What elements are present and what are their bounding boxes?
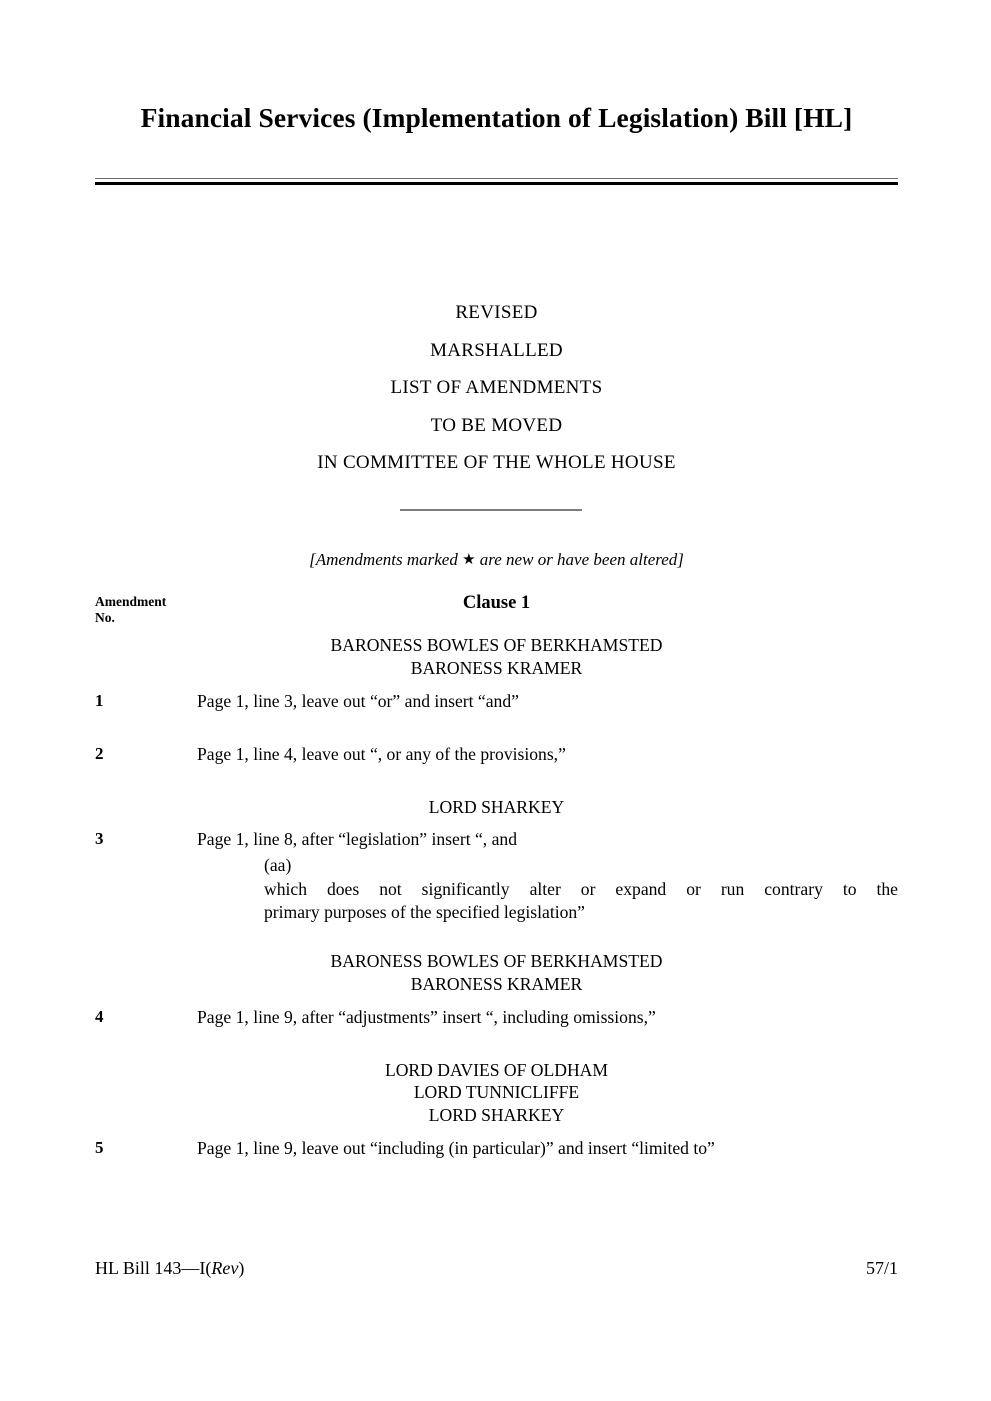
heading-line-revised: REVISED (455, 302, 538, 323)
amendment-item (95, 828, 898, 924)
heading-line-marshalled: MARSHALLED (430, 339, 563, 361)
amendment-text: Page 1, line 4, leave out “, or any of the provisions,” (197, 743, 566, 764)
page-reference: 57/1 (865, 1258, 898, 1278)
sponsor-name: BARONESS BOWLES OF BERKHAMSTED (330, 951, 663, 971)
subparagraph-line: which does not significantly alter or expand or run contrary to the (264, 878, 898, 899)
sponsor-name: LORD SHARKEY (428, 796, 565, 817)
page-title: Financial Services (Implementation of Legislation) Bill [HL] (140, 102, 853, 133)
title-block (95, 100, 898, 136)
page-footer (95, 1258, 898, 1279)
bill-reference-rev: Rev (211, 1258, 239, 1278)
sponsor-name: BARONESS KRAMER (410, 973, 583, 994)
heading-line-to-be-moved: TO BE MOVED (430, 414, 563, 436)
subparagraph-line: primary purposes of the specified legislation” (264, 901, 585, 922)
amendment-no-label-line1: Amendment (95, 594, 167, 609)
sponsor-block (95, 1059, 898, 1128)
amendments-marked-note (95, 550, 898, 570)
title-divider (95, 178, 898, 185)
subparagraph-marker: (aa) (264, 855, 292, 876)
amendment-number: 4 (95, 1006, 104, 1026)
bill-reference (95, 1258, 244, 1279)
sponsor-name: BARONESS KRAMER (410, 658, 583, 679)
note-block (95, 550, 898, 570)
heading-divider (400, 509, 582, 511)
amendment-number: 2 (95, 743, 104, 763)
sponsor-block (95, 796, 898, 819)
amendment-subparagraph (264, 854, 898, 924)
amendment-item (95, 1006, 898, 1029)
amendment-number: 5 (95, 1138, 104, 1158)
amendment-number: 1 (95, 690, 104, 710)
amendment-text: Page 1, line 8, after “legislation” insert “, and (197, 829, 517, 850)
bill-reference-prefix: HL Bill 143—I( (95, 1258, 212, 1278)
sponsor-name: LORD DAVIES OF OLDHAM (384, 1059, 609, 1080)
amendment-item (95, 1137, 898, 1160)
amendment-no-label-line2: No. (95, 610, 115, 626)
sponsor-name: LORD SHARKEY (428, 1105, 565, 1126)
note-prefix: [Amendments marked (309, 550, 463, 569)
sponsor-block (95, 634, 898, 680)
clause-heading: Clause 1 (462, 593, 531, 613)
amendment-text: Page 1, line 9, after “adjustments” insert “, including omissions,” (197, 1006, 656, 1027)
amendment-text: Page 1, line 3, leave out “or” and insert “and” (197, 690, 519, 711)
heading-line-list-of-amendments: LIST OF AMENDMENTS (390, 377, 603, 398)
heading-line-in-committee: IN COMMITTEE OF THE WHOLE HOUSE (317, 452, 676, 473)
note-suffix: are new or have been altered] (475, 550, 684, 569)
subparagraph-text (264, 878, 898, 924)
sponsor-name: LORD TUNNICLIFFE (413, 1082, 580, 1103)
amendment-item (95, 743, 898, 766)
star-icon: ★ (462, 552, 476, 568)
amendment-number: 3 (95, 829, 104, 849)
bill-reference-suffix: ) (238, 1258, 245, 1278)
amendment-item (95, 690, 898, 713)
amendment-text: Page 1, line 9, leave out “including (in particular)” and insert “limited to” (197, 1138, 715, 1159)
heading-block (95, 303, 898, 491)
amendments-body (95, 592, 898, 1160)
sponsor-name: BARONESS BOWLES OF BERKHAMSTED (330, 635, 663, 656)
title-divider-thick-rule (95, 182, 898, 185)
sponsor-block (95, 950, 898, 996)
